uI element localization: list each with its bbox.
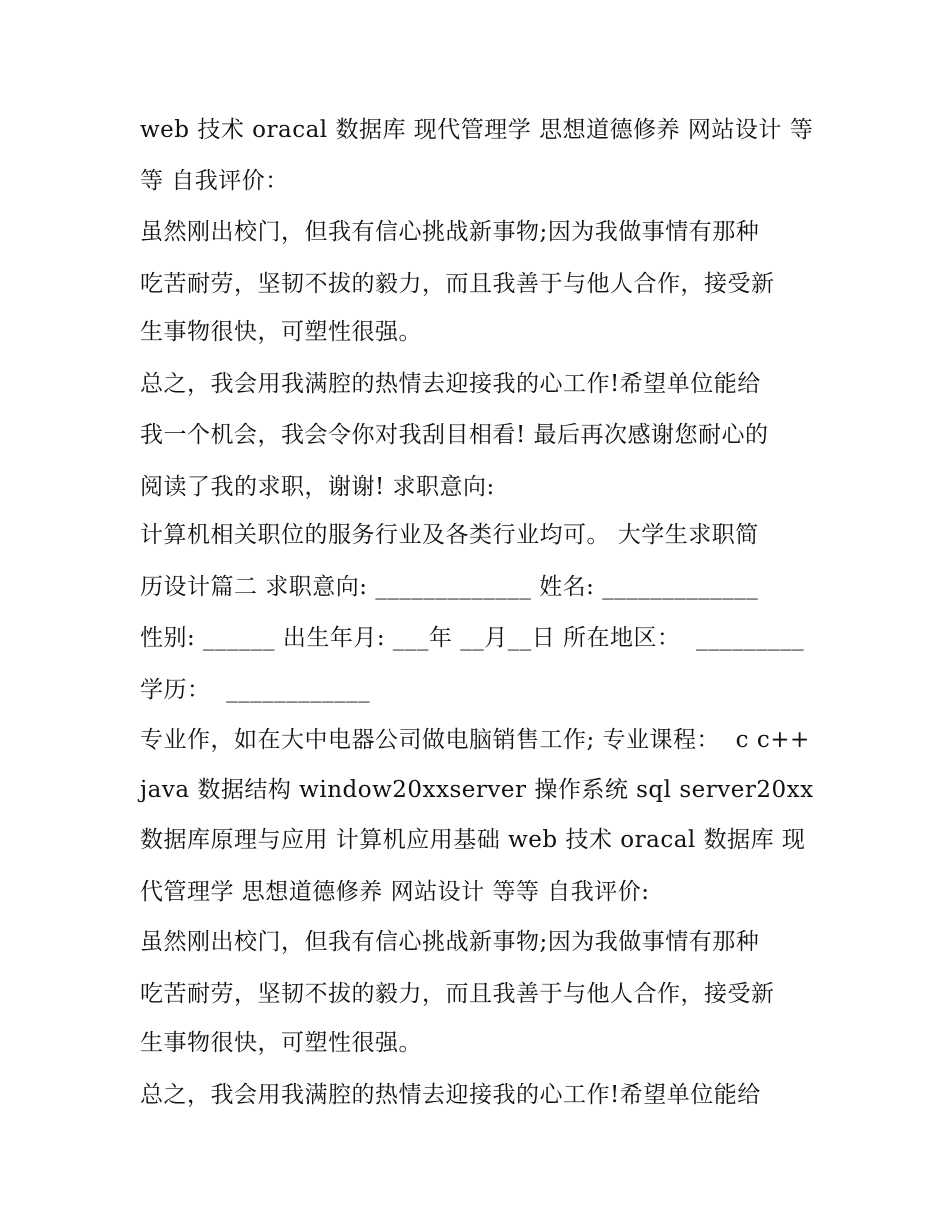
text-line: 历设计篇二 求职意向: _____________ 姓名: _____________ (140, 574, 759, 600)
text-line: 生事物很快，可塑性很强。 (140, 1030, 422, 1056)
text-line: 性别: ______ 出生年月: ___年 __月__日 所在地区： _________ (140, 625, 805, 651)
text-line: 计算机相关职位的服务行业及各类行业均可。 大学生求职简 (140, 522, 759, 548)
text-line: 我一个机会，我会令你对我刮目相看! 最后再次感谢您耐心的 (140, 422, 769, 448)
text-line: 虽然刚出校门，但我有信心挑战新事物;因为我做事情有那种 (140, 219, 760, 245)
text-line: 吃苦耐劳，坚韧不拔的毅力，而且我善于与他人合作，接受新 (140, 981, 775, 1007)
text-line: 学历： ____________ (140, 677, 371, 703)
text-line: 数据库原理与应用 计算机应用基础 web 技术 oracal 数据库 现 (140, 827, 806, 853)
text-line: 生事物很快，可塑性很强。 (140, 319, 422, 345)
text-line: 代管理学 思想道德修养 网站设计 等等 自我评价: (140, 879, 650, 905)
text-line: java 数据结构 window20xxserver 操作系统 sql server20xx (140, 777, 814, 803)
text-line: 专业作，如在大中电器公司做电脑销售工作; 专业课程： c c++ (140, 727, 810, 753)
text-line: web 技术 oracal 数据库 现代管理学 思想道德修养 网站设计 等 (140, 117, 814, 143)
text-line: 虽然刚出校门，但我有信心挑战新事物;因为我做事情有那种 (140, 929, 760, 955)
text-line: 阅读了我的求职，谢谢! 求职意向: (140, 474, 495, 500)
text-line: 总之，我会用我满腔的热情去迎接我的心工作!希望单位能给 (140, 371, 761, 397)
text-line: 吃苦耐劳，坚韧不拔的毅力，而且我善于与他人合作，接受新 (140, 271, 775, 297)
text-line: 等 自我评价： (140, 168, 289, 194)
text-line: 总之，我会用我满腔的热情去迎接我的心工作!希望单位能给 (140, 1082, 761, 1108)
